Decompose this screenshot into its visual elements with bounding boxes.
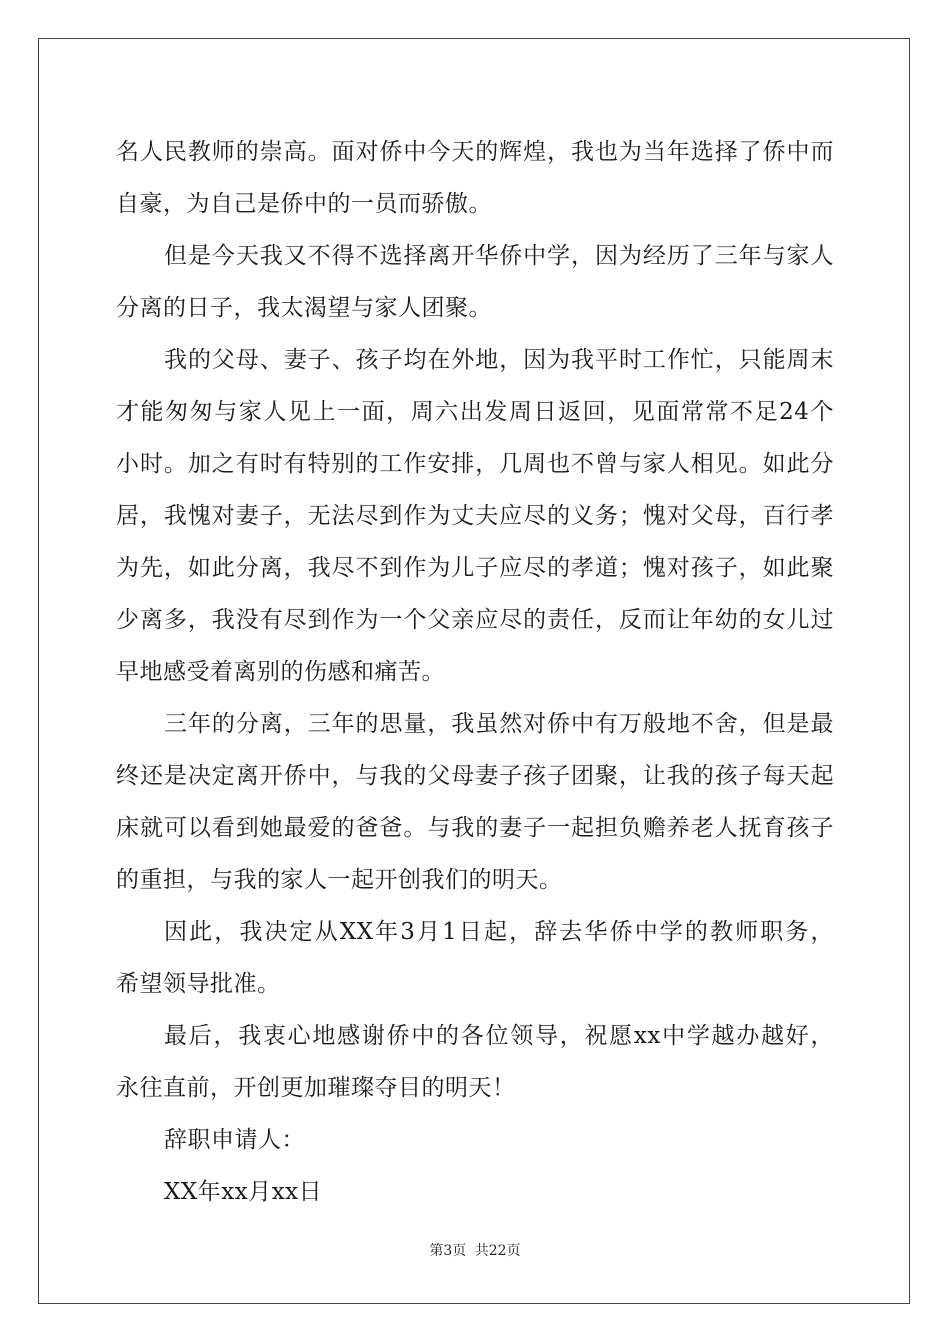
document-body	[116, 126, 834, 1218]
text-line: 最后，我衷心地感谢侨中的各位领导，祝愿xx中学越办越好，	[164, 1023, 834, 1049]
date-line: XX年xx月xx日	[164, 1179, 323, 1205]
text-line: 为先，如此分离，我尽不到作为儿子应尽的孝道；愧对孩子，如此聚	[116, 555, 834, 581]
page-footer	[0, 1240, 950, 1260]
text-line: 因此，我决定从XX年3月1日起，辞去华侨中学的教师职务，	[164, 919, 834, 945]
text-line: 才能匆匆与家人见上一面，周六出发周日返回，见面常常不足24个	[116, 399, 834, 425]
page-total: 共22页	[474, 1243, 521, 1259]
text-line: 小时。加之有时有特别的工作安排，几周也不曾与家人相见。如此分	[116, 451, 834, 477]
text-line: 但是今天我又不得不选择离开华侨中学，因为经历了三年与家人	[164, 243, 834, 269]
text-line: 分离的日子，我太渴望与家人团聚。	[116, 295, 492, 321]
text-line: 永往直前，开创更加璀璨夺目的明天！	[116, 1075, 516, 1101]
text-line: 希望领导批准。	[116, 971, 281, 997]
text-line: 的重担，与我的家人一起开创我们的明天。	[116, 867, 563, 893]
signature-label: 辞职申请人：	[164, 1127, 305, 1153]
text-line: 名人民教师的崇高。面对侨中今天的辉煌，我也为当年选择了侨中而	[116, 139, 834, 165]
text-line: 我的父母、妻子、孩子均在外地，因为我平时工作忙，只能周末	[164, 347, 834, 373]
text-line: 早地感受着离别的伤感和痛苦。	[116, 659, 445, 685]
text-line: 少离多，我没有尽到作为一个父亲应尽的责任，反而让年幼的女儿过	[116, 607, 834, 633]
text-line: 自豪，为自己是侨中的一员而骄傲。	[116, 191, 492, 217]
text-line: 三年的分离，三年的思量，我虽然对侨中有万般地不舍，但是最	[164, 711, 834, 737]
page-number: 第3页	[429, 1243, 467, 1259]
text-line: 居，我愧对妻子，无法尽到作为丈夫应尽的义务；愧对父母，百行孝	[116, 503, 834, 529]
text-line: 床就可以看到她最爱的爸爸。与我的妻子一起担负赡养老人抚育孩子	[116, 815, 834, 841]
text-line: 终还是决定离开侨中，与我的父母妻子孩子团聚，让我的孩子每天起	[116, 763, 834, 789]
